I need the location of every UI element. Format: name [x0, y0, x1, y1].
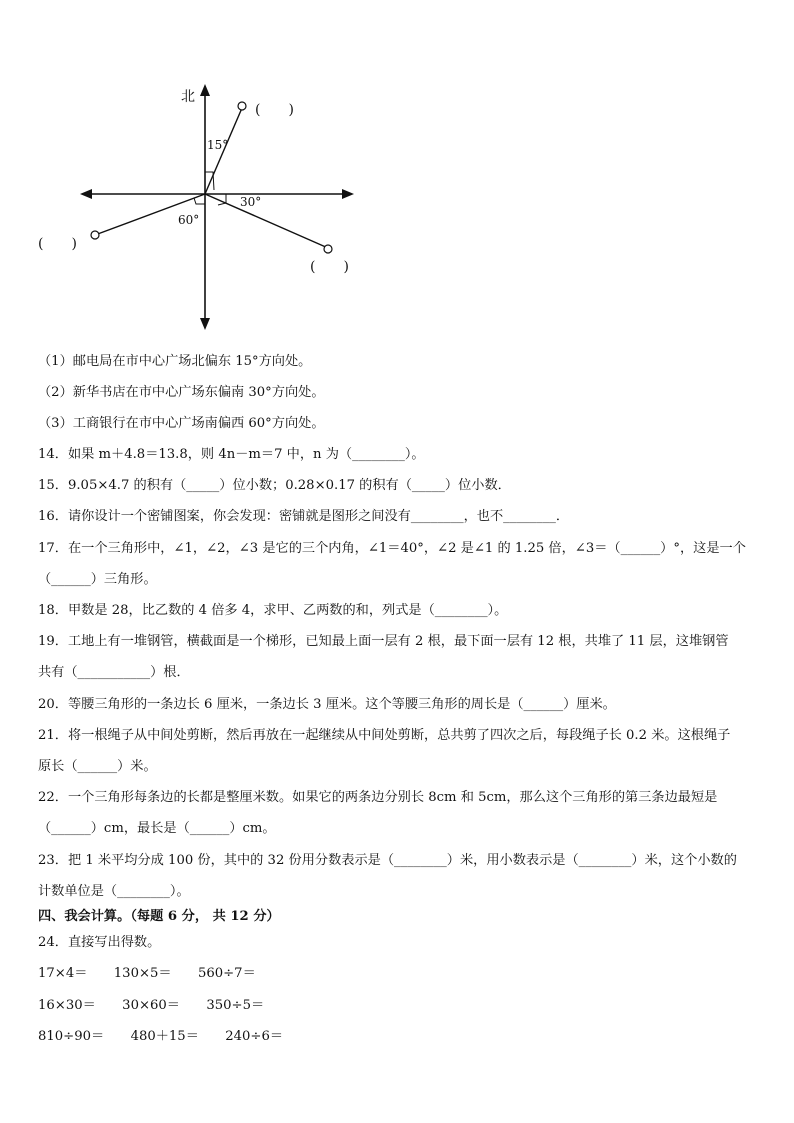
question-24: 24．直接写出得数。	[38, 935, 161, 950]
question-22-cont: （______）cm，最长是（______）cm。	[38, 821, 276, 836]
north-label: 北	[181, 89, 195, 105]
question-23-cont: 计数单位是（________）。	[38, 884, 190, 899]
direction-diagram	[0, 0, 794, 345]
question-19-cont: 共有（___________）根．	[38, 665, 190, 680]
angle-30-label: 30°	[240, 195, 262, 209]
angle-60-label: 60°	[178, 213, 200, 227]
question-18: 18．甲数是 28，比乙数的 4 倍多 4，求甲、乙两数的和，列式是（________）。	[38, 603, 508, 618]
answer-blank-a[interactable]: ( )	[255, 102, 294, 118]
calc-row-2: 16×30＝ 30×60＝ 350÷5＝	[38, 998, 265, 1013]
question-line: （1）邮电局在市中心广场北偏东 15°方向处。	[38, 354, 312, 369]
answer-blank-c[interactable]: ( )	[38, 236, 77, 252]
direction-diagram-graphic	[0, 0, 794, 345]
question-14: 14．如果 m＋4.8＝13.8，则 4n－m＝7 中，n 为（________）。	[38, 447, 425, 462]
question-23: 23．把 1 米平均分成 100 份，其中的 32 份用分数表示是（________）米，用小数表示是（________）米，这个小数的	[38, 853, 737, 868]
question-line: （2）新华书店在市中心广场东偏南 30°方向处。	[38, 385, 325, 400]
question-15: 15．9.05×4.7 的积有（_____）位小数；0.28×0.17 的积有（_____）位小数．	[38, 478, 511, 493]
question-21: 21．将一根绳子从中间处剪断，然后再放在一起继续从中间处剪断，总共剪了四次之后，每段绳子长 0.2 米。这根绳子	[38, 728, 731, 743]
calc-row-1: 17×4＝ 130×5＝ 560÷7＝	[38, 966, 256, 981]
question-19: 19．工地上有一堆钢管，横截面是一个梯形，已知最上面一层有 2 根，最下面一层有 12 根，共堆了 11 层，这堆钢管	[38, 634, 729, 649]
question-21-cont: 原长（______）米。	[38, 759, 157, 774]
question-17-cont: （______）三角形。	[38, 572, 157, 587]
question-22: 22．一个三角形每条边的长都是整厘米数。如果它的两条边分别长 8cm 和 5cm，那么这个三角形的第三条边最短是	[38, 790, 718, 805]
calc-row-3: 810÷90＝ 480＋15＝ 240÷6＝	[38, 1029, 284, 1044]
answer-blank-b[interactable]: ( )	[310, 259, 349, 275]
question-line: （3）工商银行在市中心广场南偏西 60°方向处。	[38, 416, 325, 431]
question-16: 16．请你设计一个密铺图案，你会发现：密铺就是图形之间没有________，也不________．	[38, 509, 570, 524]
question-20: 20．等腰三角形的一条边长 6 厘米，一条边长 3 厘米。这个等腰三角形的周长是（______）厘米。	[38, 697, 616, 712]
section-heading: 四、我会计算。（每题 6 分， 共 12 分）	[38, 909, 280, 924]
question-17: 17．在一个三角形中，∠1，∠2，∠3 是它的三个内角，∠1＝40°，∠2 是∠1 的 1.25 倍，∠3＝（______）°，这是一个	[38, 541, 746, 556]
angle-15-label: 15°	[207, 138, 229, 152]
